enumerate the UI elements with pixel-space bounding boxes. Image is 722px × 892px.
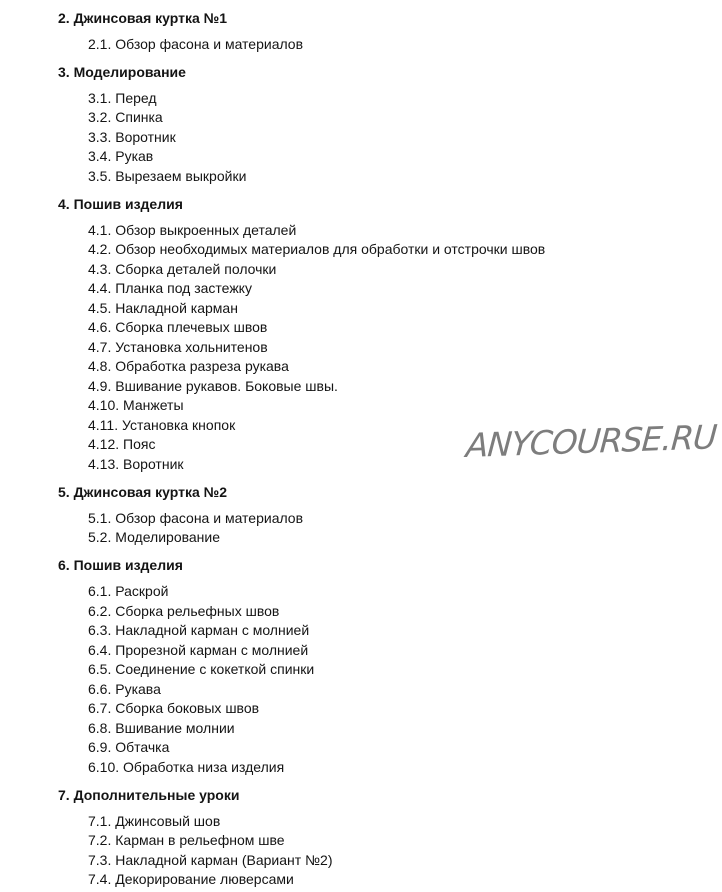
- section-title: Джинсовая куртка №1: [73, 9, 228, 26]
- item-label: Установка хольнитенов: [115, 338, 268, 355]
- toc-item: [58, 338, 722, 358]
- item-label: Обзор необходимых материалов для обработки и отстрочки швов: [115, 241, 546, 257]
- item-label: Рукава: [115, 680, 161, 697]
- item-number: 7.2.: [88, 832, 116, 848]
- item-label: Обтачка: [115, 739, 170, 755]
- section-number: 3.: [58, 63, 74, 80]
- item-number: 4.5.: [88, 299, 116, 316]
- toc-item: [58, 396, 722, 416]
- item-label: Обзор выкроенных деталей: [115, 221, 297, 238]
- item-number: 3.5.: [88, 167, 116, 184]
- item-label: Пояс: [123, 436, 156, 452]
- item-number: 4.1.: [88, 221, 116, 238]
- item-number: 4.3.: [88, 260, 116, 277]
- toc-item: [58, 528, 722, 548]
- toc-item: [58, 147, 722, 167]
- item-number: 4.2.: [88, 241, 116, 257]
- toc-item: [58, 435, 722, 455]
- item-label: Воротник: [115, 128, 176, 145]
- toc-item: [58, 738, 722, 758]
- item-label: Спинка: [115, 109, 163, 125]
- item-number: 6.7.: [88, 700, 116, 716]
- section-heading: [58, 786, 722, 806]
- section-number: 7.: [58, 786, 74, 803]
- item-label: Соединение с кокеткой спинки: [115, 661, 315, 677]
- toc-item: [58, 89, 722, 109]
- toc-item: [58, 455, 722, 475]
- item-label: Воротник: [123, 455, 184, 472]
- item-number: 7.3.: [88, 851, 116, 868]
- section-title: Пошив изделия: [73, 557, 183, 573]
- item-number: 6.9.: [88, 739, 116, 755]
- item-label: Вшивание молнии: [115, 719, 235, 736]
- item-number: 6.5.: [88, 661, 116, 677]
- toc-item: [58, 812, 722, 832]
- item-label: Обработка низа изделия: [123, 758, 285, 775]
- toc-item: [58, 108, 722, 128]
- section-title: Пошив изделия: [73, 195, 183, 212]
- item-label: Моделирование: [115, 529, 221, 545]
- item-label: Накладной карман: [115, 299, 238, 316]
- item-label: Перед: [115, 89, 157, 106]
- section-title: Джинсовая куртка №2: [73, 483, 228, 500]
- toc-item: [58, 357, 722, 377]
- item-number: 5.2.: [88, 529, 116, 545]
- toc-item: [58, 582, 722, 602]
- toc-item: [58, 260, 722, 280]
- section-number: 2.: [58, 9, 74, 26]
- item-number: 7.4.: [88, 871, 116, 887]
- toc-item: [58, 416, 722, 436]
- toc-item: [58, 509, 722, 529]
- item-label: Карман в рельефном шве: [115, 832, 285, 848]
- item-label: Обзор фасона и материалов: [115, 35, 304, 52]
- item-number: 4.13.: [88, 455, 124, 472]
- item-number: 4.8.: [88, 358, 116, 374]
- toc-item: [58, 377, 722, 397]
- section-heading: [58, 483, 722, 503]
- item-label: Сборка деталей полочки: [115, 260, 277, 277]
- item-label: Джинсовый шов: [115, 812, 221, 829]
- toc-item: [58, 699, 722, 719]
- item-label: Манжеты: [123, 397, 184, 413]
- toc-section: [58, 483, 722, 548]
- item-number: 6.2.: [88, 602, 116, 619]
- toc-item: [58, 641, 722, 661]
- toc-section: [58, 786, 722, 890]
- item-number: 5.1.: [88, 509, 116, 526]
- item-label: Декорирование люверсами: [115, 871, 294, 887]
- item-number: 4.6.: [88, 319, 116, 335]
- item-number: 2.1.: [88, 35, 116, 52]
- item-label: Накладной карман с молнией: [115, 622, 310, 638]
- item-number: 4.12.: [88, 436, 124, 452]
- section-number: 4.: [58, 195, 74, 212]
- item-number: 6.4.: [88, 641, 116, 658]
- item-number: 4.10.: [88, 397, 124, 413]
- item-label: Сборка рельефных швов: [115, 602, 280, 619]
- item-number: 4.7.: [88, 338, 116, 355]
- item-number: 6.10.: [88, 758, 124, 775]
- item-label: Планка под застежку: [115, 280, 252, 296]
- item-label: Накладной карман (Вариант №2): [115, 851, 333, 868]
- toc-item: [58, 299, 722, 319]
- item-label: Рукав: [115, 148, 154, 164]
- item-label: Сборка плечевых швов: [115, 319, 268, 335]
- toc-section: [58, 63, 722, 187]
- toc-item: [58, 719, 722, 739]
- toc-item: [58, 240, 722, 260]
- section-heading: [58, 195, 722, 215]
- toc-item: [58, 279, 722, 299]
- item-number: 6.3.: [88, 622, 116, 638]
- toc-section: [58, 556, 722, 777]
- item-label: Вырезаем выкройки: [115, 167, 247, 184]
- item-label: Вшивание рукавов. Боковые швы.: [115, 377, 338, 394]
- toc-item: [58, 870, 722, 890]
- item-number: 4.9.: [88, 377, 116, 394]
- toc-section: [58, 9, 722, 55]
- toc-item: [58, 602, 722, 622]
- item-label: Обзор фасона и материалов: [115, 509, 304, 526]
- toc-item: [58, 758, 722, 778]
- item-label: Установка кнопок: [122, 416, 236, 433]
- toc-item: [58, 128, 722, 148]
- item-label: Сборка боковых швов: [115, 700, 260, 716]
- section-number: 6.: [58, 557, 74, 573]
- toc-item: [58, 621, 722, 641]
- toc-item: [58, 35, 722, 55]
- item-number: 3.1.: [88, 89, 116, 106]
- section-heading: [58, 556, 722, 576]
- toc-item: [58, 851, 722, 871]
- section-title: Дополнительные уроки: [73, 786, 240, 803]
- item-number: 6.6.: [88, 680, 116, 697]
- section-title: Моделирование: [73, 63, 186, 80]
- item-number: 3.4.: [88, 148, 116, 164]
- item-number: 4.11.: [88, 416, 122, 433]
- item-number: 3.2.: [88, 109, 116, 125]
- section-heading: [58, 9, 722, 29]
- table-of-contents: [0, 9, 722, 890]
- item-label: Раскрой: [115, 583, 169, 599]
- toc-item: [58, 660, 722, 680]
- item-number: 6.1.: [88, 583, 116, 599]
- watermark-text: ANYCOURSE.RU: [464, 417, 718, 466]
- toc-item: [58, 831, 722, 851]
- toc-item: [58, 167, 722, 187]
- item-label: Прорезной карман с молнией: [115, 641, 309, 658]
- item-number: 6.8.: [88, 719, 116, 736]
- toc-item: [58, 680, 722, 700]
- item-number: 7.1.: [88, 812, 116, 829]
- section-number: 5.: [58, 483, 74, 500]
- section-heading: [58, 63, 722, 83]
- item-number: 4.4.: [88, 280, 116, 296]
- item-label: Обработка разреза рукава: [115, 358, 289, 374]
- toc-item: [58, 221, 722, 241]
- toc-item: [58, 318, 722, 338]
- toc-section: [58, 195, 722, 475]
- item-number: 3.3.: [88, 128, 116, 145]
